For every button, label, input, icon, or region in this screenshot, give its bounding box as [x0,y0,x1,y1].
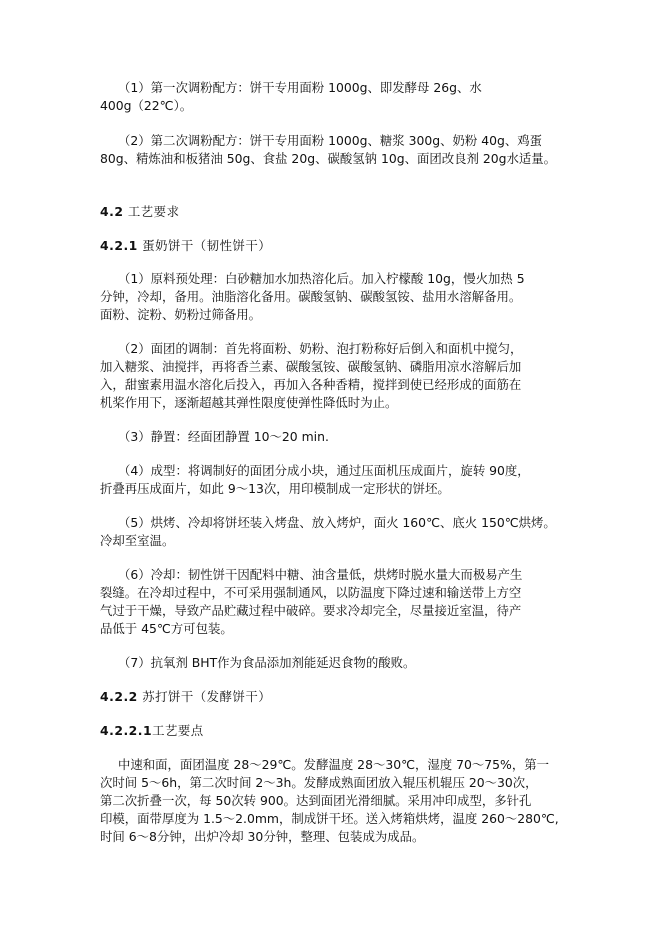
process-line-5: 时间 6～8分钟，出炉冷却 30分钟，整理、包装成为成品。 [100,829,425,844]
step-6-line-4: 品低于 45℃方可包装。 [100,621,233,636]
step-5-line-2: 冷却至室温。 [100,533,175,548]
step-3-line-1: （3）静置：经面团静置 10～20 min. [118,429,329,444]
section-title: 苏打饼干（发酵饼干） [137,689,272,704]
section-title: 蛋奶饼干（韧性饼干） [137,238,272,253]
step-1-line-1: （1）原料预处理：白砂糖加水加热溶化后。加入柠檬酸 10g，慢火加热 5 [118,271,525,286]
step-1-line-2: 分钟，冷却，备用。油脂溶化备用。碳酸氢钠、碳酸氢铵、盐用水溶解备用。 [100,289,522,304]
process-line-1: 中速和面，面团温度 28～29℃。发酵温度 28～30℃，湿度 70～75%，第一 [118,757,550,772]
section-heading-4-2-2 [100,688,271,706]
process-line-4: 印模，面带厚度为 1.5～2.0mm，制成饼干坯。送入烤箱烘烤，温度 260～280℃, [100,811,559,826]
step-2-line-4: 机桨作用下，逐渐超越其弹性限度使弹性降低时为止。 [100,395,398,410]
step-4-line-2: 折叠再压成面片，如此 9～13次，用印模制成一定形状的饼坯。 [100,481,450,496]
section-number: 4.2.2.1 [100,723,153,738]
formula-2-line-2: 80g、精炼油和板猪油 50g、食盐 20g、碳酸氢钠 10g、面团改良剂 20g水适量。 [100,151,557,166]
section-title: 工艺要点 [152,723,204,738]
step-2-line-2: 加入糖浆、油搅拌，再将香兰素、碳酸氢铵、碳酸氢钠、磷脂用凉水溶解后加 [100,359,522,374]
step-2-line-3: 入，甜蜜素用温水溶化后投入，再加入各种香精，搅拌到使已经形成的面筋在 [100,377,522,392]
step-7-line-1: （7）抗氧剂 BHT作为食品添加剂能延迟食物的酸败。 [118,655,416,670]
formula-1-line-1: （1）第一次调粉配方：饼干专用面粉 1000g、即发酵母 26g、水 [118,80,482,95]
step-1-line-3: 面粉、淀粉、奶粉过筛备用。 [100,307,262,322]
section-number: 4.2.1 [100,238,138,253]
section-number: 4.2.2 [100,689,138,704]
section-heading-4-2-1 [100,237,271,255]
section-number: 4.2 [100,204,124,219]
formula-1-line-2: 400g（22℃）。 [100,98,193,113]
step-6-line-2: 裂缝。在冷却过程中，不可采用强制通风，以防温度下降过速和输送带上方空 [100,585,522,600]
step-6-line-3: 气过于干燥，导致产品贮藏过程中破碎。要求冷却完全，尽量接近室温，待产 [100,603,522,618]
section-heading-4-2 [100,203,179,221]
formula-2-line-1: （2）第二次调粉配方：饼干专用面粉 1000g、糖浆 300g、奶粉 40g、鸡蛋 [118,133,543,148]
step-6-line-1: （6）冷却：韧性饼干因配料中糖、油含量低，烘烤时脱水量大而极易产生 [118,567,523,582]
step-2-line-1: （2）面团的调制：首先将面粉、奶粉、泡打粉称好后倒入和面机中搅匀， [118,341,523,356]
step-5-line-1: （5）烘烤、冷却将饼坯装入烤盘、放入烤炉，面火 160℃、底火 150℃烘烤。 [118,515,556,530]
process-line-3: 第二次折叠一次，每 50次转 900。达到面团光滑细腻。采用冲印成型，多针孔 [100,793,532,808]
process-line-2: 次时间 5～6h，第二次时间 2～3h。发酵成熟面团放入辊压机辊压 20～30次， [100,775,538,790]
step-4-line-1: （4）成型：将调制好的面团分成小块，通过压面机压成面片，旋转 90度， [118,463,530,478]
section-title: 工艺要求 [123,204,180,219]
section-heading-4-2-2-1 [100,722,204,740]
